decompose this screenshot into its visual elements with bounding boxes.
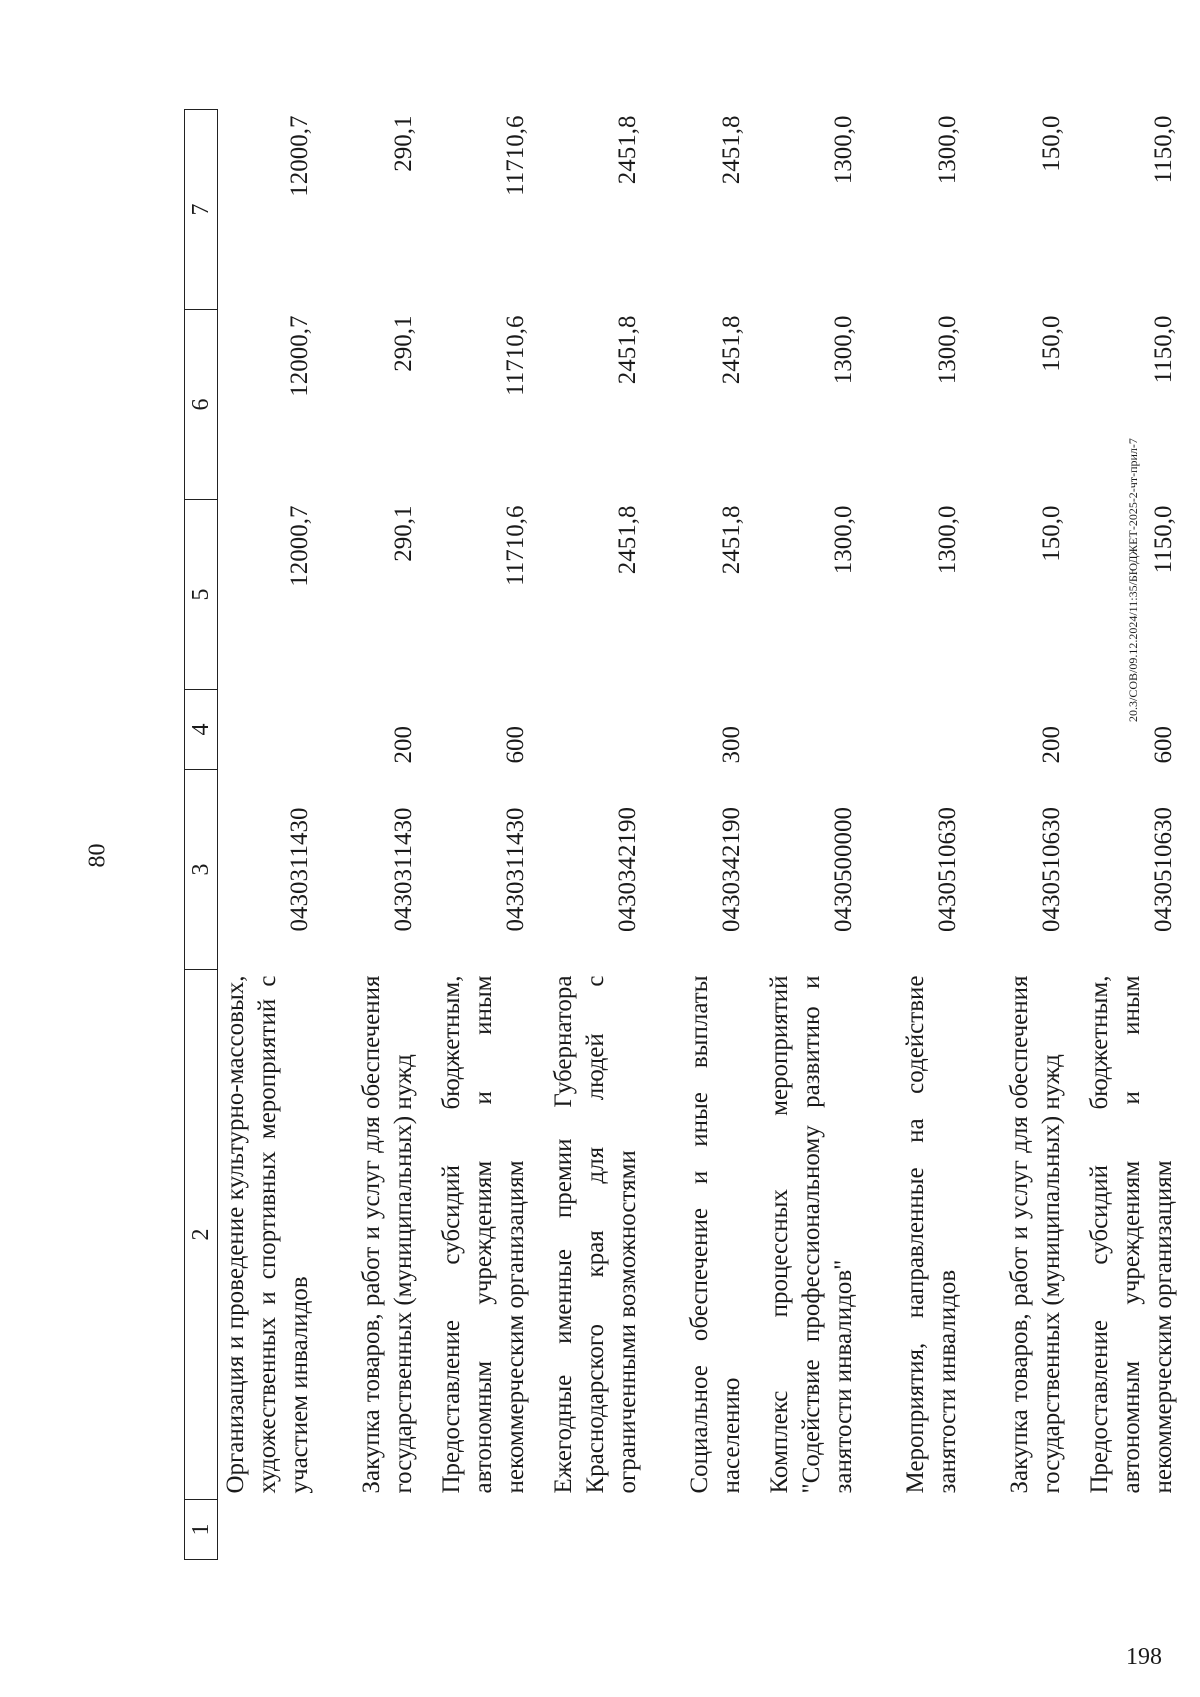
row-amount-col7-cell: 1300,0 [830, 115, 857, 185]
row-amount-col5-cell: 12000,7 [286, 505, 313, 587]
header-col-1: 1 [185, 1500, 218, 1560]
row-amount-col6-cell: 11710,6 [502, 315, 529, 396]
table-body [218, 110, 1195, 1560]
row-amount-col7-cell: 1150,0 [1150, 115, 1177, 184]
row-amount-col6-cell: 1300,0 [830, 315, 857, 385]
row-amount-col7-cell: 2451,8 [718, 115, 745, 185]
row-expense-type-cell [874, 690, 978, 770]
table-row [874, 110, 978, 1560]
header-col-2: 2 [185, 970, 218, 1500]
row-name-cell: Комплекс процессных мероприятий "Содействие профессиональному развитию и занятости инвалидов" [766, 975, 857, 1494]
row-amount-col6-cell: 12000,7 [286, 315, 313, 397]
header-col-3: 3 [185, 770, 218, 970]
header-row [185, 110, 218, 1560]
row-name-cell: Ежегодные именные премии Губернатора Краснодарского края для людей с ограниченными возможностями [550, 975, 641, 1494]
row-name-cell: Закупка товаров, работ и услуг для обеспечения государственных (муниципальных) нужд [358, 975, 417, 1494]
row-name-cell: Закупка товаров, работ и услуг для обеспечения государственных (муниципальных) нужд [1006, 975, 1065, 1494]
row-amount-col6-cell: 290,1 [390, 315, 417, 372]
file-code: 20.3/СОВ/09.12.2024/11:35/БЮДЖЕТ-2025-2-чт-прил-7 [1126, 438, 1140, 722]
row-expense-type-cell: 200 [390, 726, 417, 764]
row-number-cell [218, 1500, 331, 1560]
table-row [218, 110, 331, 1560]
row-target-code-cell: 0430311430 [286, 807, 313, 932]
row-name-cell: Мероприятия, направленные на содействие занятости инвалидов [902, 975, 961, 1494]
row-name-cell: Организация и проведение культурно-массовых, художественных и спортивных мероприятий с участием инвалидов [222, 975, 313, 1494]
row-amount-col6-cell: 150,0 [1038, 315, 1065, 372]
table-row [658, 110, 762, 1560]
row-name-cell: Социальное обеспечение и иные выплаты населению [686, 975, 745, 1494]
row-expense-type-cell [762, 690, 874, 770]
row-number-cell [546, 1500, 658, 1560]
row-amount-col7-cell: 150,0 [1038, 115, 1065, 172]
row-target-code-cell: 0430311430 [390, 807, 417, 932]
row-expense-type-cell [546, 690, 658, 770]
row-target-code-cell: 0430500000 [830, 807, 857, 932]
row-amount-col7-cell: 11710,6 [502, 115, 529, 196]
row-target-code-cell: 0430311430 [502, 807, 529, 932]
row-expense-type-cell: 200 [1038, 726, 1065, 764]
row-amount-col6-cell: 1300,0 [934, 315, 961, 385]
row-target-code-cell: 0430510630 [1038, 807, 1065, 932]
table-row [762, 110, 874, 1560]
row-amount-col6-cell: 2451,8 [718, 315, 745, 385]
row-expense-type-cell: 600 [502, 726, 529, 764]
row-amount-col6-cell: 1150,0 [1150, 315, 1177, 384]
header-col-5: 5 [185, 500, 218, 690]
table-row [978, 110, 1082, 1560]
row-amount-col7-cell: 2451,8 [614, 115, 641, 185]
row-target-code-cell: 0430510630 [934, 807, 961, 932]
row-number-cell [1082, 1500, 1194, 1560]
row-target-code-cell: 0430342190 [718, 807, 745, 932]
row-number-cell [330, 1500, 434, 1560]
sheet-number: 198 [1126, 1644, 1162, 1670]
row-name-cell: Предоставление субсидий бюджетным, автономным учреждениям и иным некоммерческим организациям [1086, 975, 1177, 1494]
header-col-7: 7 [185, 110, 218, 310]
row-amount-col5-cell: 1300,0 [934, 505, 961, 575]
page-number: 80 [84, 843, 111, 868]
table-header [185, 110, 218, 1560]
row-expense-type-cell: 300 [718, 726, 745, 764]
budget-table [184, 109, 1194, 1560]
header-col-6: 6 [185, 310, 218, 500]
table-row [330, 110, 434, 1560]
row-amount-col5-cell: 150,0 [1038, 505, 1065, 562]
row-target-code-cell: 0430342190 [614, 807, 641, 932]
row-number-cell [434, 1500, 546, 1560]
row-number-cell [762, 1500, 874, 1560]
row-target-code-cell: 0430510630 [1150, 807, 1177, 932]
table-row [1082, 110, 1194, 1560]
row-expense-type-cell [218, 690, 331, 770]
row-expense-type-cell: 600 [1150, 726, 1177, 764]
row-number-cell [874, 1500, 978, 1560]
header-col-4: 4 [185, 690, 218, 770]
table-row [546, 110, 658, 1560]
row-amount-col7-cell: 1300,0 [934, 115, 961, 185]
row-number-cell [978, 1500, 1082, 1560]
row-amount-col5-cell: 1300,0 [830, 505, 857, 575]
row-name-cell: Предоставление субсидий бюджетным, автономным учреждениям и иным некоммерческим организациям [438, 975, 529, 1494]
row-number-cell [658, 1500, 762, 1560]
row-amount-col5-cell: 1150,0 [1150, 505, 1177, 574]
row-amount-col6-cell: 2451,8 [614, 315, 641, 385]
row-amount-col5-cell: 11710,6 [502, 505, 529, 586]
row-amount-col5-cell: 2451,8 [614, 505, 641, 575]
row-amount-col7-cell: 290,1 [390, 115, 417, 172]
row-amount-col5-cell: 2451,8 [718, 505, 745, 575]
table-row [434, 110, 546, 1560]
row-amount-col5-cell: 290,1 [390, 505, 417, 562]
row-amount-col7-cell: 12000,7 [286, 115, 313, 197]
